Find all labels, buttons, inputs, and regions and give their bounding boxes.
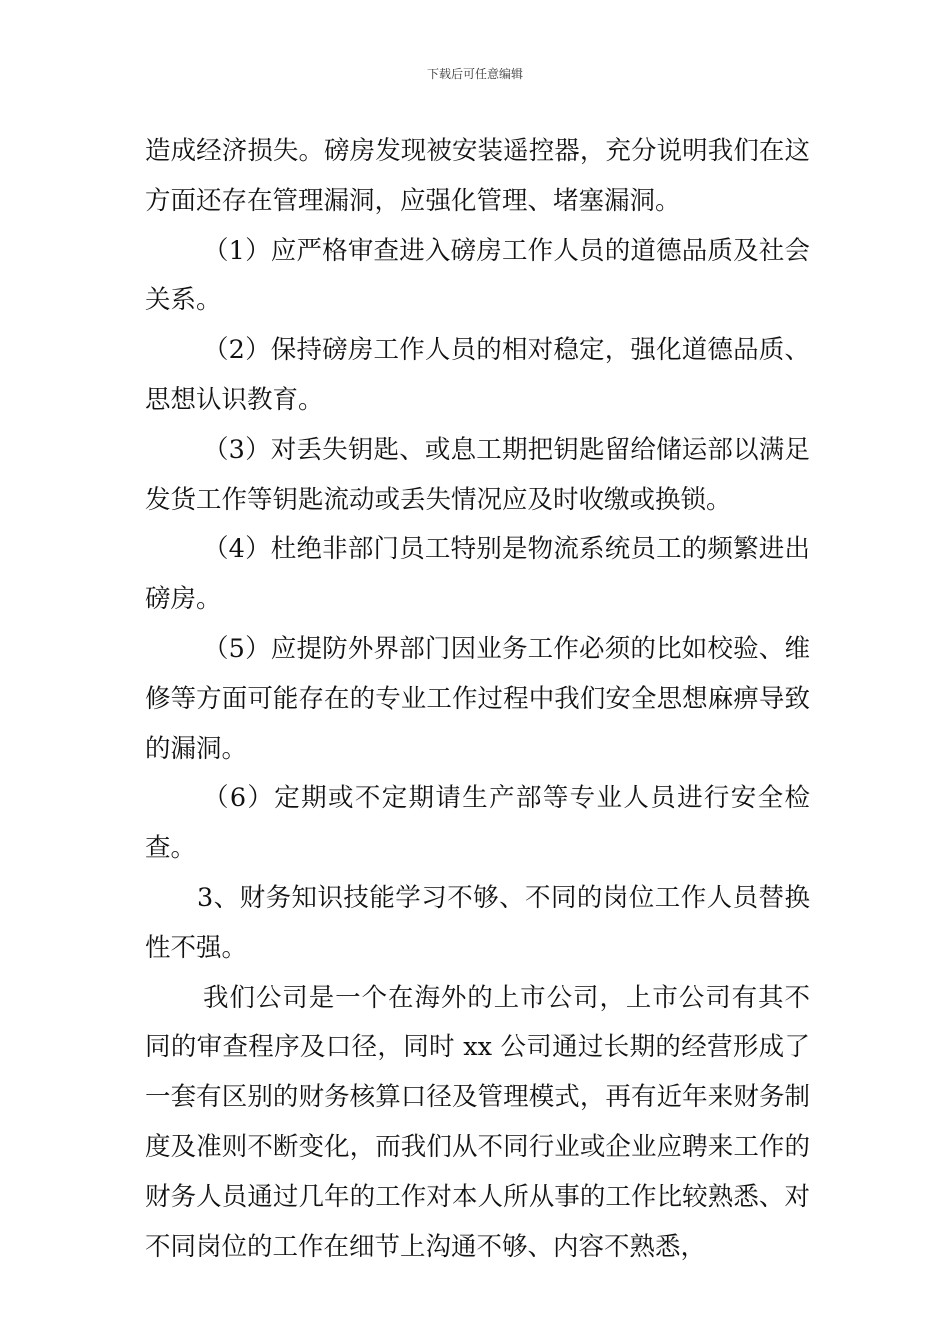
document-body (145, 127, 810, 1272)
list-item-2: （2）保持磅房工作人员的相对稳定，强化道德品质、思想认识教育。 (145, 335, 810, 415)
list-item-1: （1）应严格审查进入磅房工作人员的道德品质及社会关系。 (145, 235, 810, 316)
body-paragraph: 我们公司是一个在海外的上市公司，上市公司有其不同的审查程序及口径，同时 xx 公司通过长期的经营形成了一套有区别的财务核算口径及管理模式，再有近年来财务制度及准则不断变化，而我们从不同行业或企业应聘来工作的财务人员通过几年的工作对本人所从事的工作比较熟悉、对不同岗位的工作在细节上沟通不够、内容不熟悉， (145, 982, 810, 1262)
list-item-4: （4）杜绝非部门员工特别是物流系统员工的频繁进出磅房。 (145, 534, 810, 615)
page-header-note: 下载后可任意编辑 (426, 67, 523, 81)
section-heading-3: 3、财务知识技能学习不够、不同的岗位工作人员替换性不强。 (145, 882, 810, 963)
paragraph-continuation: 造成经济损失。磅房发现被安装遥控器，充分说明我们在这方面还存在管理漏洞，应强化管理、堵塞漏洞。 (145, 136, 810, 216)
list-item-6: （6）定期或不定期请生产部等专业人员进行安全检查。 (145, 783, 810, 864)
list-item-5: （5）应提防外界部门因业务工作必须的比如校验、维修等方面可能存在的专业工作过程中我们安全思想麻痹导致的漏洞。 (145, 633, 810, 764)
list-item-3: （3）对丢失钥匙、或息工期把钥匙留给储运部以满足发货工作等钥匙流动或丢失情况应及时收缴或换锁。 (145, 434, 810, 515)
